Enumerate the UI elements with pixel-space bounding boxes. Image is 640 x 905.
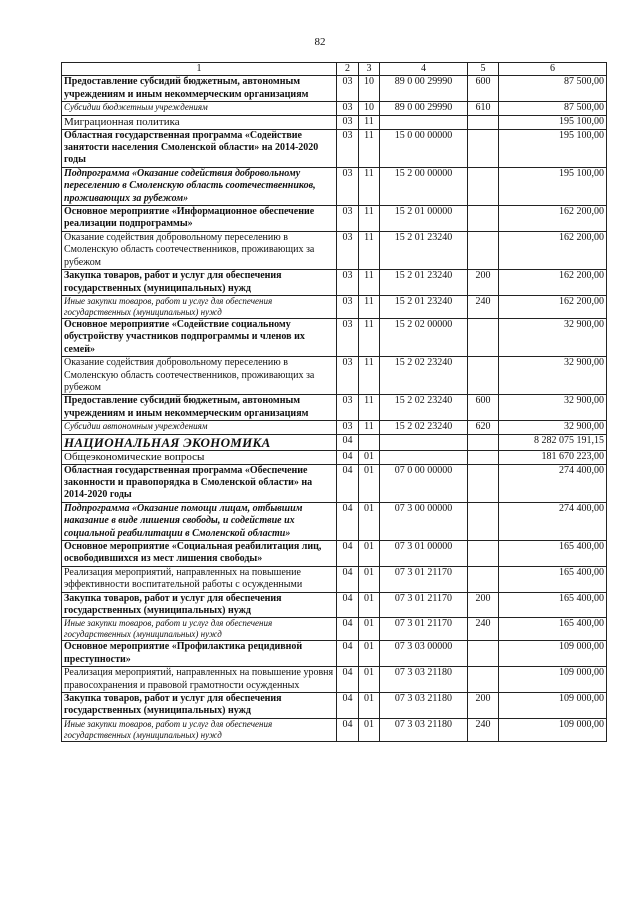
row-target-article: 15 2 02 00000 [380, 318, 468, 356]
table-row [62, 464, 607, 502]
table-row [62, 357, 607, 395]
row-amount: 32 900,00 [499, 318, 607, 356]
column-header-1: 1 [62, 63, 337, 76]
row-subsection-code: 01 [359, 464, 380, 502]
row-target-article: 15 2 00 00000 [380, 167, 468, 205]
row-subsection-code: 01 [359, 618, 380, 641]
row-amount: 165 400,00 [499, 541, 607, 567]
row-target-article: 15 2 01 23240 [380, 231, 468, 269]
row-amount: 109 000,00 [499, 693, 607, 719]
row-expense-type [468, 641, 499, 667]
row-name: Миграционная политика [62, 115, 337, 129]
row-subsection-code: 11 [359, 206, 380, 232]
row-expense-type [468, 318, 499, 356]
row-amount: 165 400,00 [499, 592, 607, 618]
row-section-code: 03 [337, 115, 359, 129]
row-amount: 195 100,00 [499, 167, 607, 205]
row-name: Закупка товаров, работ и услуг для обеспечения государственных (муниципальных) нужд [62, 270, 337, 296]
row-amount: 195 100,00 [499, 129, 607, 167]
row-name: Основное мероприятие «Информационное обеспечение реализации подпрограммы» [62, 206, 337, 232]
row-subsection-code: 11 [359, 421, 380, 434]
table-row [62, 718, 607, 741]
row-expense-type: 200 [468, 693, 499, 719]
row-expense-type: 620 [468, 421, 499, 434]
row-expense-type: 240 [468, 618, 499, 641]
table-row [62, 295, 607, 318]
row-name: Областная государственная программа «Содействие занятости населения Смоленской области» на 2014-2020 годы [62, 129, 337, 167]
row-subsection-code: 01 [359, 450, 380, 464]
row-section-code: 04 [337, 641, 359, 667]
row-name: Основное мероприятие «Профилактика рецидивной преступности» [62, 641, 337, 667]
row-amount: 87 500,00 [499, 102, 607, 115]
row-section-code: 04 [337, 434, 359, 450]
row-subsection-code: 01 [359, 566, 380, 592]
row-subsection-code: 01 [359, 718, 380, 741]
row-name: Основное мероприятие «Социальная реабилитация лиц, освободившихся из мест лишения свободы» [62, 541, 337, 567]
row-expense-type [468, 231, 499, 269]
row-section-code: 04 [337, 464, 359, 502]
row-target-article: 07 3 03 21180 [380, 693, 468, 719]
row-subsection-code: 11 [359, 270, 380, 296]
row-name: Закупка товаров, работ и услуг для обеспечения государственных (муниципальных) нужд [62, 592, 337, 618]
row-subsection-code: 01 [359, 667, 380, 693]
row-subsection-code: 10 [359, 102, 380, 115]
row-section-code: 03 [337, 167, 359, 205]
row-expense-type: 240 [468, 718, 499, 741]
column-header-2: 2 [337, 63, 359, 76]
row-amount: 181 670 223,00 [499, 450, 607, 464]
row-subsection-code: 11 [359, 295, 380, 318]
row-target-article: 15 2 01 23240 [380, 270, 468, 296]
row-amount: 165 400,00 [499, 618, 607, 641]
row-target-article: 15 2 01 23240 [380, 295, 468, 318]
row-target-article: 07 3 01 00000 [380, 541, 468, 567]
row-name: Реализация мероприятий, направленных на повышение эффективности воспитательной работы с осужденными [62, 566, 337, 592]
row-section-code: 03 [337, 76, 359, 102]
row-amount: 109 000,00 [499, 667, 607, 693]
table-row [62, 434, 607, 450]
row-target-article: 89 0 00 29990 [380, 102, 468, 115]
row-amount: 32 900,00 [499, 357, 607, 395]
row-target-article [380, 434, 468, 450]
row-target-article: 07 0 00 00000 [380, 464, 468, 502]
row-subsection-code: 11 [359, 318, 380, 356]
row-subsection-code: 01 [359, 641, 380, 667]
row-target-article: 15 2 02 23240 [380, 395, 468, 421]
row-subsection-code: 10 [359, 76, 380, 102]
row-expense-type [468, 450, 499, 464]
row-expense-type [468, 541, 499, 567]
row-subsection-code: 11 [359, 115, 380, 129]
table-body [62, 76, 607, 741]
table-row [62, 231, 607, 269]
row-section-code: 03 [337, 395, 359, 421]
row-target-article [380, 450, 468, 464]
table-row [62, 502, 607, 540]
row-amount: 274 400,00 [499, 464, 607, 502]
row-section-code: 04 [337, 566, 359, 592]
table-row [62, 270, 607, 296]
row-name: Основное мероприятие «Содействие социальному обустройству участников подпрограммы и членов их семей» [62, 318, 337, 356]
row-expense-type [468, 464, 499, 502]
row-expense-type [468, 206, 499, 232]
table-row [62, 76, 607, 102]
table-row [62, 206, 607, 232]
row-amount: 162 200,00 [499, 231, 607, 269]
column-header-5: 5 [468, 63, 499, 76]
row-name: Областная государственная программа «Обеспечение законности и правопорядка в Смоленской области» на 2014-2020 годы [62, 464, 337, 502]
row-target-article: 07 3 03 21180 [380, 667, 468, 693]
row-target-article: 15 0 00 00000 [380, 129, 468, 167]
row-expense-type [468, 502, 499, 540]
row-amount: 109 000,00 [499, 641, 607, 667]
row-expense-type [468, 115, 499, 129]
row-section-code: 03 [337, 357, 359, 395]
row-name: Предоставление субсидий бюджетным, автономным учреждениям и иным некоммерческим организациям [62, 76, 337, 102]
row-name: Иные закупки товаров, работ и услуг для обеспечения государственных (муниципальных) нужд [62, 718, 337, 741]
row-target-article: 07 3 00 00000 [380, 502, 468, 540]
row-subsection-code: 01 [359, 502, 380, 540]
row-section-code: 03 [337, 206, 359, 232]
row-name: Подпрограмма «Оказание содействия добровольному переселению в Смоленскую область соотечественников, проживающих за рубежом» [62, 167, 337, 205]
row-subsection-code: 11 [359, 231, 380, 269]
table-row [62, 592, 607, 618]
row-section-code: 04 [337, 502, 359, 540]
row-expense-type [468, 667, 499, 693]
row-subsection-code: 11 [359, 357, 380, 395]
table-row [62, 395, 607, 421]
table-header-row [62, 63, 607, 76]
column-header-3: 3 [359, 63, 380, 76]
row-name: Оказание содействия добровольному переселению в Смоленскую область соотечественников, проживающих за рубежом [62, 231, 337, 269]
row-amount: 32 900,00 [499, 395, 607, 421]
row-name: Закупка товаров, работ и услуг для обеспечения государственных (муниципальных) нужд [62, 693, 337, 719]
row-section-code: 03 [337, 270, 359, 296]
row-target-article: 07 3 03 00000 [380, 641, 468, 667]
row-section-code: 03 [337, 231, 359, 269]
row-expense-type: 600 [468, 76, 499, 102]
row-section-code: 03 [337, 102, 359, 115]
row-amount: 32 900,00 [499, 421, 607, 434]
table-row [62, 102, 607, 115]
row-name: Субсидии бюджетным учреждениям [62, 102, 337, 115]
row-target-article: 15 2 01 00000 [380, 206, 468, 232]
row-subsection-code: 11 [359, 395, 380, 421]
column-header-6: 6 [499, 63, 607, 76]
row-amount: 8 282 075 191,15 [499, 434, 607, 450]
row-target-article [380, 115, 468, 129]
table-row [62, 115, 607, 129]
table-row [62, 566, 607, 592]
row-subsection-code: 11 [359, 129, 380, 167]
row-subsection-code: 01 [359, 693, 380, 719]
row-expense-type: 200 [468, 270, 499, 296]
row-name: Иные закупки товаров, работ и услуг для обеспечения государственных (муниципальных) нужд [62, 618, 337, 641]
row-expense-type: 600 [468, 395, 499, 421]
row-amount: 87 500,00 [499, 76, 607, 102]
row-name: Оказание содействия добровольному переселению в Смоленскую область соотечественников, проживающих за рубежом [62, 357, 337, 395]
row-subsection-code: 01 [359, 592, 380, 618]
row-expense-type: 610 [468, 102, 499, 115]
row-target-article: 07 3 01 21170 [380, 592, 468, 618]
row-name: Предоставление субсидий бюджетным, автономным учреждениям и иным некоммерческим организациям [62, 395, 337, 421]
budget-table [61, 62, 607, 742]
row-amount: 162 200,00 [499, 206, 607, 232]
row-target-article: 07 3 01 21170 [380, 618, 468, 641]
row-section-code: 04 [337, 693, 359, 719]
column-header-4: 4 [380, 63, 468, 76]
row-subsection-code: 11 [359, 167, 380, 205]
row-target-article: 15 2 02 23240 [380, 421, 468, 434]
row-expense-type [468, 129, 499, 167]
row-target-article: 07 3 03 21180 [380, 718, 468, 741]
row-name: Иные закупки товаров, работ и услуг для обеспечения государственных (муниципальных) нужд [62, 295, 337, 318]
table-row [62, 450, 607, 464]
row-section-code: 03 [337, 295, 359, 318]
row-name: Общеэкономические вопросы [62, 450, 337, 464]
table-row [62, 693, 607, 719]
row-target-article: 07 3 01 21170 [380, 566, 468, 592]
row-section-code: 04 [337, 667, 359, 693]
row-name: Реализация мероприятий, направленных на повышение уровня правосохранения и правовой грамотности осужденных [62, 667, 337, 693]
row-subsection-code: 01 [359, 541, 380, 567]
row-expense-type [468, 434, 499, 450]
table-row [62, 641, 607, 667]
row-target-article: 89 0 00 29990 [380, 76, 468, 102]
row-section-code: 04 [337, 541, 359, 567]
row-expense-type [468, 566, 499, 592]
table-row [62, 129, 607, 167]
row-expense-type [468, 357, 499, 395]
table-row [62, 167, 607, 205]
row-amount: 162 200,00 [499, 270, 607, 296]
row-expense-type: 240 [468, 295, 499, 318]
table-row [62, 318, 607, 356]
row-expense-type [468, 167, 499, 205]
row-section-code: 04 [337, 718, 359, 741]
table-row [62, 667, 607, 693]
row-section-code: 04 [337, 592, 359, 618]
row-amount: 162 200,00 [499, 295, 607, 318]
row-section-code: 03 [337, 318, 359, 356]
row-amount: 165 400,00 [499, 566, 607, 592]
row-expense-type: 200 [468, 592, 499, 618]
row-section-code: 03 [337, 129, 359, 167]
row-name: НАЦИОНАЛЬНАЯ ЭКОНОМИКА [62, 434, 337, 450]
row-amount: 195 100,00 [499, 115, 607, 129]
page-number: 82 [314, 36, 326, 48]
row-subsection-code [359, 434, 380, 450]
row-section-code: 04 [337, 450, 359, 464]
row-amount: 274 400,00 [499, 502, 607, 540]
table-row [62, 541, 607, 567]
row-target-article: 15 2 02 23240 [380, 357, 468, 395]
row-section-code: 04 [337, 618, 359, 641]
table-row [62, 618, 607, 641]
row-section-code: 03 [337, 421, 359, 434]
table-row [62, 421, 607, 434]
row-name: Субсидии автономным учреждениям [62, 421, 337, 434]
row-amount: 109 000,00 [499, 718, 607, 741]
row-name: Подпрограмма «Оказание помощи лицам, отбывшим наказание в виде лишения свободы, и содействие их социальной реабилитации в Смоленской области» [62, 502, 337, 540]
